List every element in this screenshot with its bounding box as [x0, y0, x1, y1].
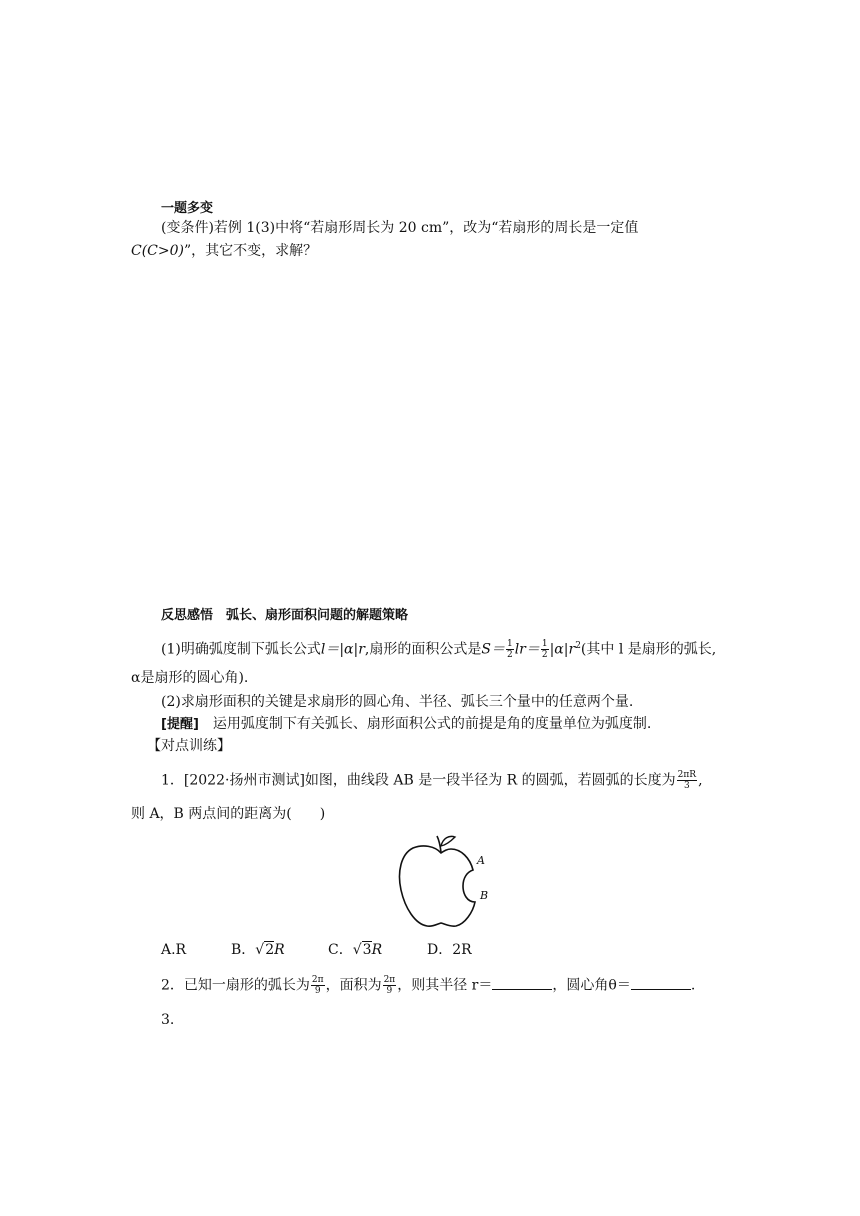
option-a: A.R — [161, 942, 187, 958]
half-fraction-2: $\frac{1}{2}$ — [541, 639, 548, 661]
area-formula-alpha-r: |α|r — [549, 641, 576, 658]
q1-text: 1．[2022·扬州市测试]如图，曲线段 AB 是一段半径为 R 的圆弧，若圆弧的长度为 — [161, 772, 676, 789]
option-c-radicand: 3 — [362, 942, 372, 958]
area-formula-s: S＝ — [481, 641, 505, 658]
reflection-p1-cont: α是扇形的圆心角). — [131, 670, 249, 686]
reminder — [161, 714, 651, 735]
option-c-radius: R — [371, 942, 383, 958]
option-d: D．2R — [427, 942, 472, 958]
q2-area-fraction: $\frac{2\pi}{9}$ — [383, 975, 396, 996]
arc-length-formula: l＝|α|r — [320, 641, 365, 658]
q2-arc-length-fraction: $\frac{2\pi}{9}$ — [311, 975, 324, 996]
option-b: B．√2R — [231, 942, 285, 958]
area-formula-lr: lr＝ — [514, 641, 540, 658]
option-b-radicand: 2 — [265, 942, 275, 958]
area-formula-exponent: 2 — [575, 641, 581, 651]
reflection-p1 — [161, 636, 716, 660]
p1-text-b: ,扇形的面积公式是 — [364, 641, 482, 658]
practice-heading: 【对点训练】 — [147, 738, 231, 754]
reminder-tag: [提醒] — [161, 717, 199, 732]
variant-line-1: (变条件)若例 1(3)中将“若扇形周长为 20 cm”，改为“若扇形的周长是一定值 — [161, 220, 639, 236]
question-1-line-2: 则 A，B 两点间的距离为( ) — [131, 806, 326, 822]
question-3: 3. — [161, 1012, 175, 1028]
p1-text-a: (1)明确弧度制下弧长公式 — [161, 641, 321, 658]
apple-arc-figure — [393, 832, 503, 932]
question-1-line-1 — [161, 770, 703, 791]
variant-constant-c: C(C>0) — [131, 243, 184, 259]
q1-comma: , — [698, 772, 703, 789]
apple-outline — [400, 846, 476, 926]
reflection-p2: (2)求扇形面积的关键是求扇形的圆心角、半径、弧长三个量中的任意两个量. — [161, 694, 634, 710]
q1-arc-length-fraction: $\frac{2\pi R}{3}$ — [677, 770, 697, 791]
half-fraction-1: $\frac{1}{2}$ — [506, 639, 513, 661]
point-b-label: B — [480, 889, 489, 902]
angle-answer-blank[interactable] — [631, 977, 691, 990]
reminder-text: 运用弧度制下有关弧长、扇形面积公式的前提是角的度量单位为弧度制. — [212, 716, 652, 732]
variant-line-2-text: ”，其它不变，求解？ — [184, 243, 318, 259]
option-b-radius: R — [274, 942, 285, 958]
option-c: C．√3R — [328, 942, 383, 958]
radius-answer-blank[interactable] — [492, 977, 552, 990]
variant-line-2 — [131, 241, 317, 261]
reflection-heading: 反思感悟 弧长、扇形面积问题的解题策略 — [161, 608, 409, 623]
apple-leaf-icon — [441, 836, 455, 846]
point-a-label: A — [477, 854, 485, 867]
question-2: 2．已知一扇形的弧长为 $\frac{2\pi}{9}$ ，面积为 $\frac{2\pi}{9}$ ，则其半径 r＝ ，圆心角θ＝ . — [161, 975, 696, 996]
p1-text-c: (其中 l 是扇形的弧长, — [580, 641, 717, 658]
variant-heading: 一题多变 — [161, 201, 214, 216]
